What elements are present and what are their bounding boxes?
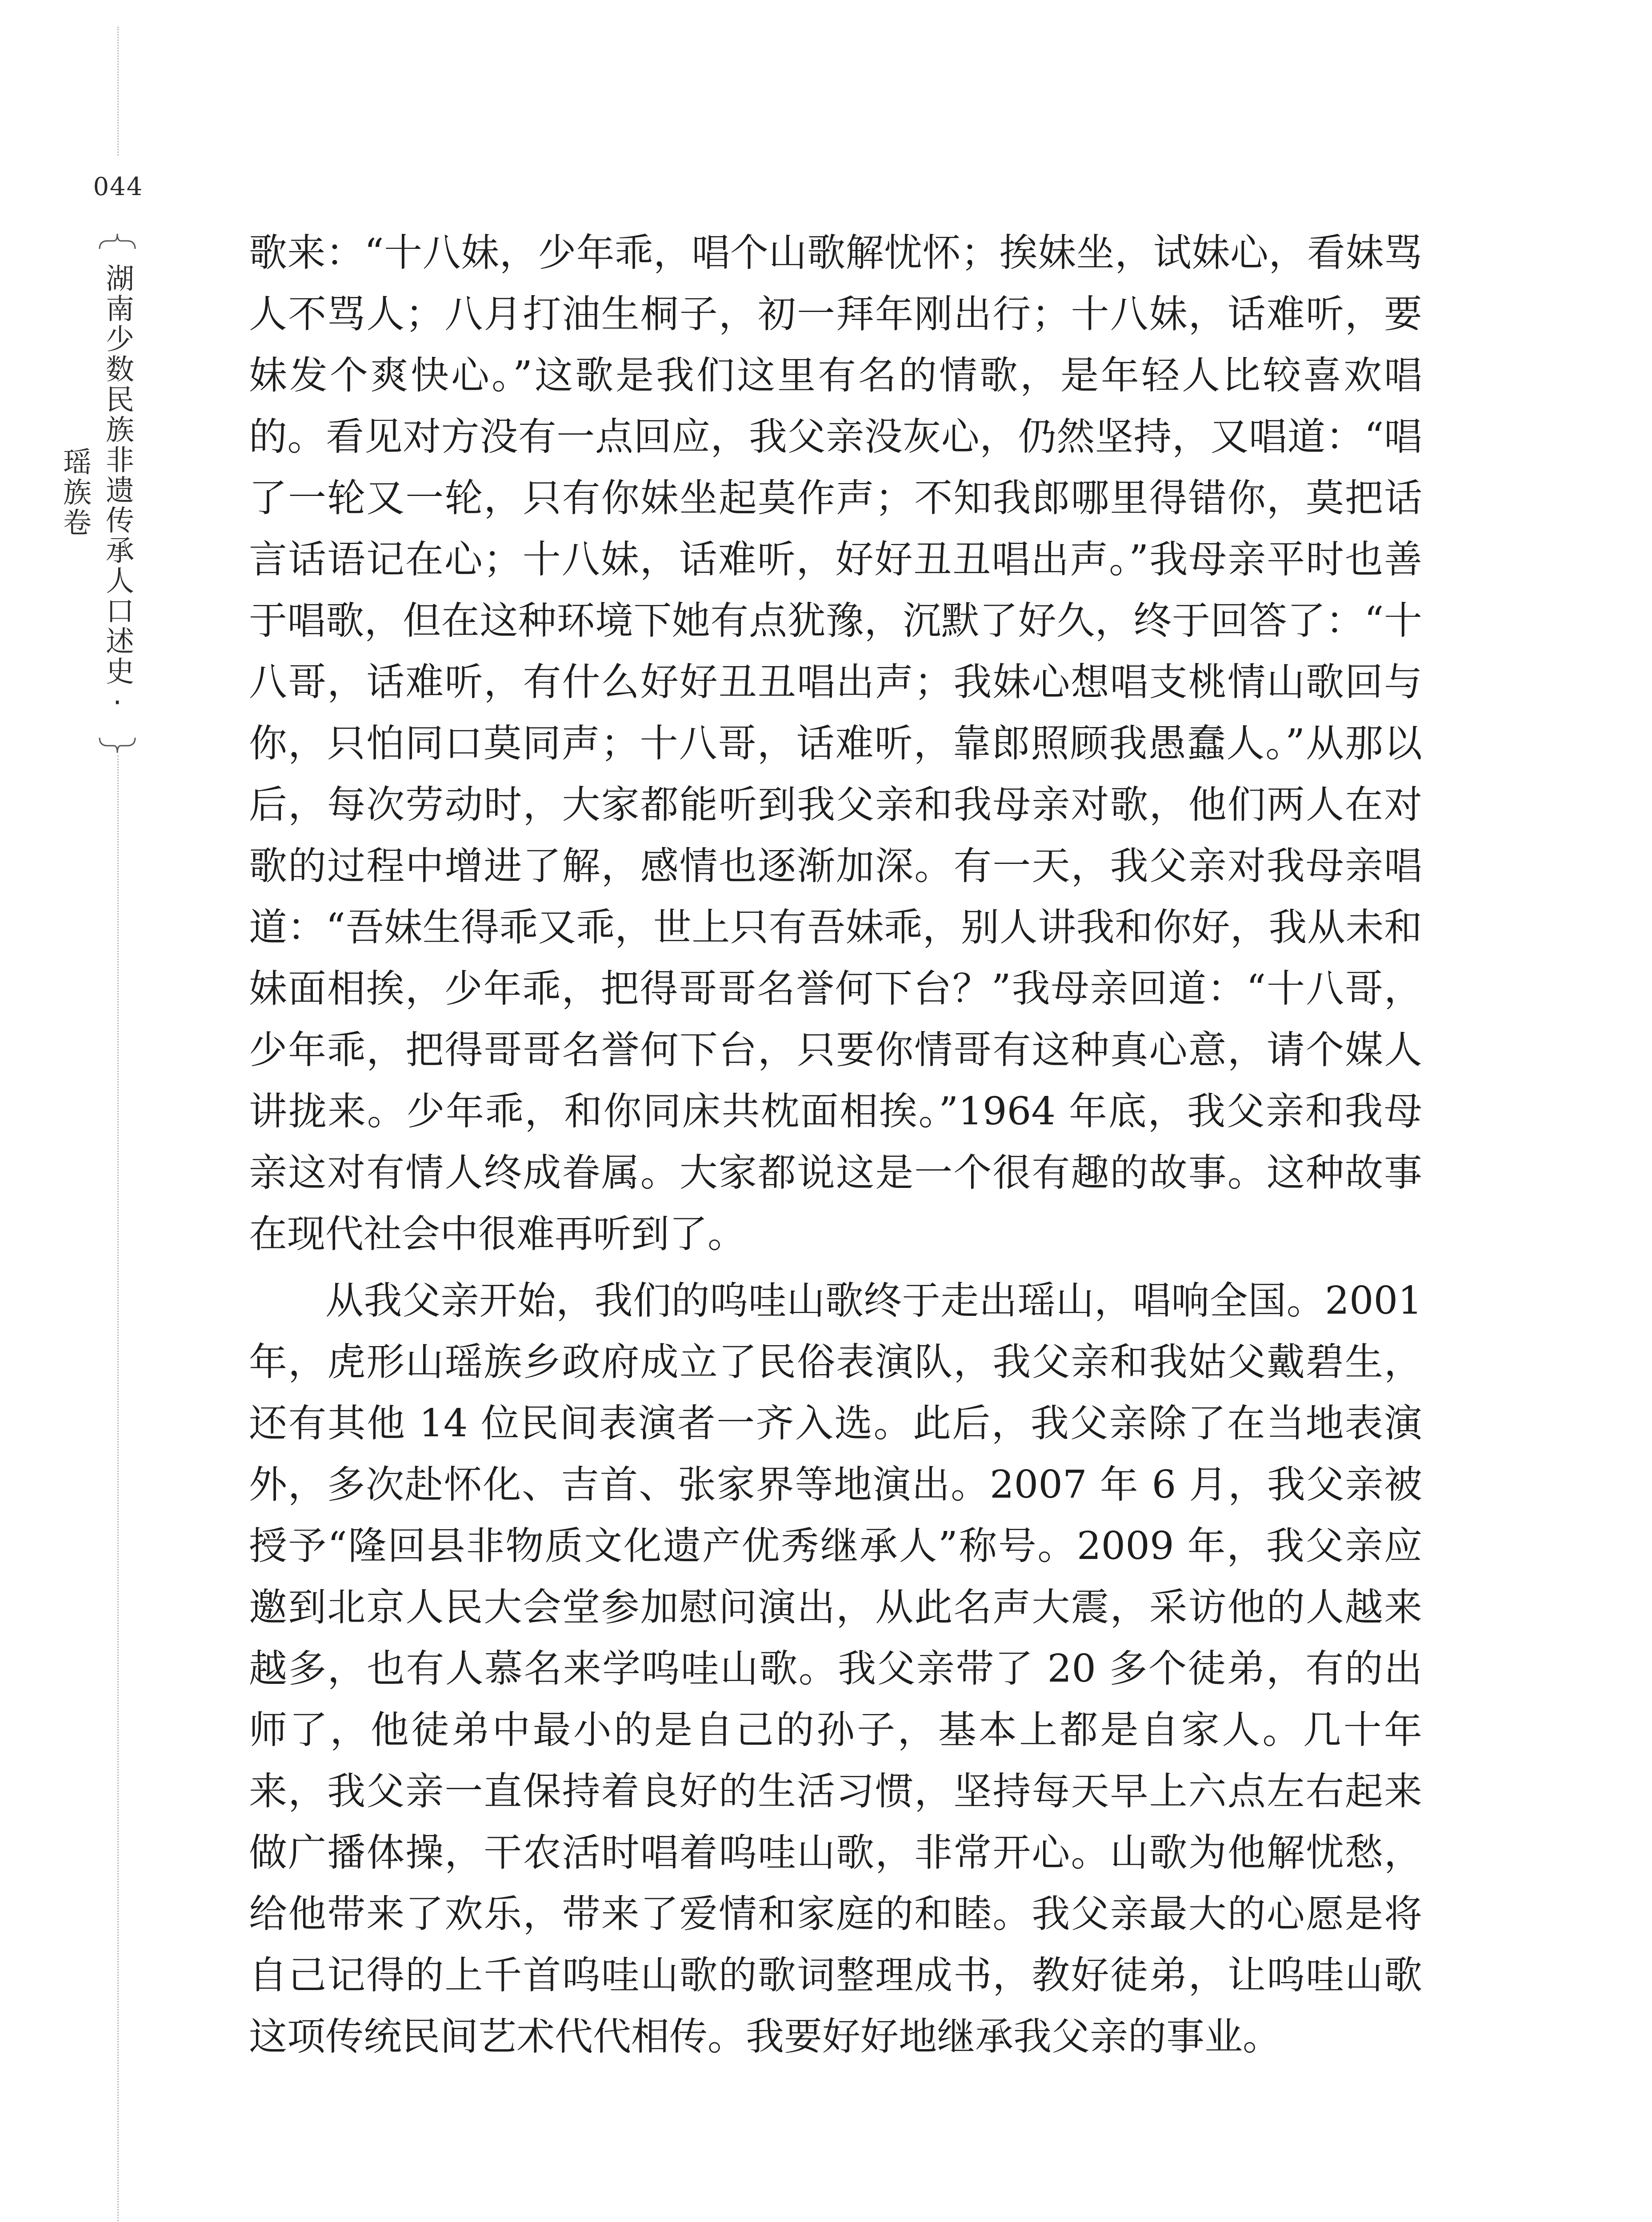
running-head-bracket-bottom (98, 736, 137, 755)
paragraph-1-continued: 歌来：“十八妹，少年乖，唱个山歌解忧怀；挨妹坐，试妹心，看妹骂人不骂人；八月打油生桐子，初一拜年刚出行；十八妹，话难听，要妹发个爽快心。”这歌是我们这里有名的情歌，是年轻人比较喜欢唱的。看见对方没有一点回应，我父亲没灰心，仍然坚持，又唱道：“唱了一轮又一轮，只有你妹坐起莫作声；不知我郎哪里得错你，莫把话言话语记在心；十八妹，话难听，好好丑丑唱出声。”我母亲平时也善于唱歌，但在这种环境下她有点犹豫，沉默了好久，终于回答了：“十八哥，话难听，有什么好好丑丑唱出声；我妹心想唱支桃情山歌回与你，只怕同口莫同声；十八哥，话难听，靠郎照顾我愚蠢人。”从那以后，每次劳动时，大家都能听到我父亲和我母亲对歌，他们两人在对歌的过程中增进了解，感情也逐渐加深。有一天，我父亲对我母亲唱道：“吾妹生得乖又乖，世上只有吾妹乖，别人讲我和你好，我从未和妹面相挨，少年乖，把得哥哥名誉何下台？”我母亲回道：“十八哥，少年乖，把得哥哥名誉何下台，只要你情哥有这种真心意，请个媒人讲拢来。少年乖，和你同床共枕面相挨。”1964 年底，我父亲和我母亲这对有情人终成眷属。大家都说这是一个很有趣的故事。这种故事在现代社会中很难再听到了。 (249, 231, 1422, 1256)
page-number: 044 (93, 172, 144, 201)
running-head-title: 湖南少数民族非遗传承人口述史·瑶族卷 (58, 264, 134, 721)
running-head (58, 231, 139, 755)
body-text (249, 222, 1422, 2067)
paragraph-2: 从我父亲开始，我们的呜哇山歌终于走出瑶山，唱响全国。2001 年，虎形山瑶族乡政府成立了民俗表演队，我父亲和我姑父戴碧生，还有其他 14 位民间表演者一齐入选。此后，我父亲除了在当地表演外，多次赴怀化、吉首、张家界等地演出。2007 年 6 月，我父亲被授予“隆回县非物质文化遗产优秀继承人”称号。2009 年，我父亲应邀到北京人民大会堂参加慰问演出，从此名声大震，采访他的人越来越多，也有人慕名来学呜哇山歌。我父亲带了 20 多个徒弟，有的出师了，他徒弟中最小的是自己的孙子，基本上都是自家人。几十年来，我父亲一直保持着良好的生活习惯，坚持每天早上六点左右起来做广播体操，干农活时唱着呜哇山歌，非常开心。山歌为他解忧愁，给他带来了欢乐，带来了爱情和家庭的和睦。我父亲最大的心愿是将自己记得的上千首呜哇山歌的歌词整理成书，教好徒弟，让呜哇山歌这项传统民间艺术代代相传。我要好好地继承我父亲的事业。 (249, 1279, 1422, 2059)
margin-dotted-rule-bottom (117, 755, 119, 2222)
margin-dotted-rule-top (117, 27, 119, 156)
running-head-bracket-top (98, 231, 137, 251)
